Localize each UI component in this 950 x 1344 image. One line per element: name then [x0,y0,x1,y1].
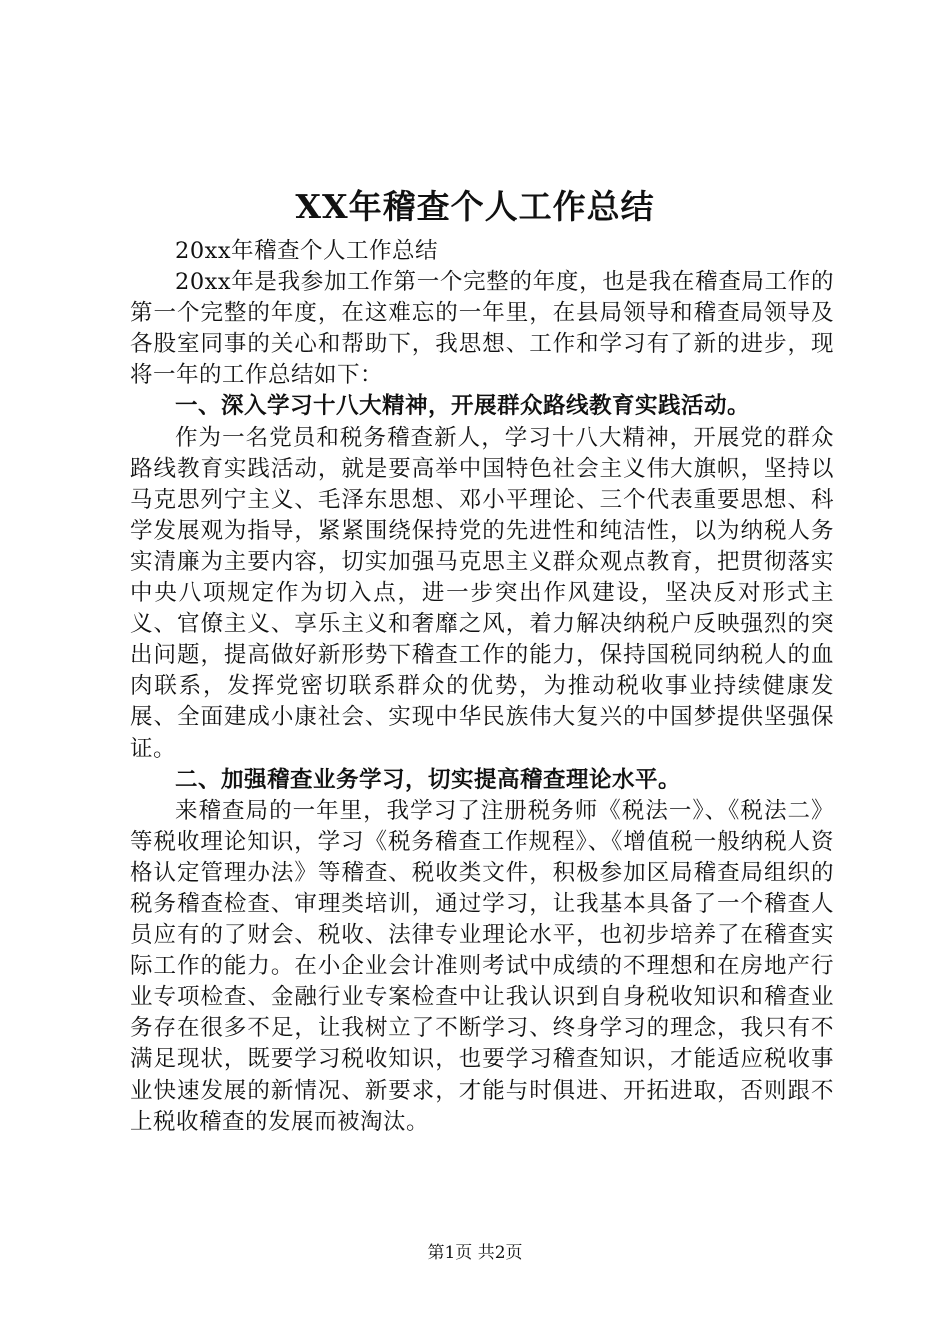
paragraph-intro: 20xx年是我参加工作第一个完整的年度，也是我在稽查局工作的第一个完整的年度，在这难忘的一年里，在县局领导和稽查局领导及各股室同事的关心和帮助下，我思想、工作和学习有了新的进步，现将一年的工作总结如下： [130,269,834,389]
section-heading-1: 一、深入学习十八大精神，开展群众路线教育实践活动。 [175,393,751,420]
paragraph-subtitle: 20xx年稽查个人工作总结 [175,238,439,264]
document-title: XX年稽查个人工作总结 [295,187,655,226]
page-footer: 第1页 共2页 [427,1243,523,1263]
paragraph-section-2: 来稽查局的一年里，我学习了注册税务师《税法一》、《税法二》等税收理论知识，学习《税务稽查工作规程》、《增值税一般纳税人资格认定管理办法》等稽查、税收类文件，积极参加区局稽查局组织的税务稽查检查、审理类培训，通过学习，让我基本具备了一个稽查人员应有的了财会、税收、法律专业理论水平，也初步培养了在稽查实际工作的能力。在小企业会计准则考试中成绩的不理想和在房地产行业专项检查、金融行业专案检查中让我认识到自身税收知识和稽查业务存在很多不足，让我树立了不断学习、终身学习的理念，我只有不满足现状，既要学习税收知识，也要学习稽查知识，才能适应税收事业快速发展的新情况、新要求，才能与时俱进、开拓进取，否则跟不上税收稽查的发展而被淘汰。 [130,797,834,1135]
section-heading-2: 二、加强稽查业务学习，切实提高稽查理论水平。 [175,766,682,793]
document-body [130,236,834,1138]
paragraph-section-1: 作为一名党员和税务稽查新人，学习十八大精神，开展党的群众路线教育实践活动，就是要高举中国特色社会主义伟大旗帜，坚持以马克思列宁主义、毛泽东思想、邓小平理论、三个代表重要思想、科学发展观为指导，紧紧围绕保持党的先进性和纯洁性，以为纳税人务实清廉为主要内容，切实加强马克思主义群众观点教育，把贯彻落实中央八项规定作为切入点，进一步突出作风建设，坚决反对形式主义、官僚主义、享乐主义和奢靡之风，着力解决纳税户反映强烈的突出问题，提高做好新形势下稽查工作的能力，保持国税同纳税人的血肉联系，发挥党密切联系群众的优势，为推动税收事业持续健康发展、全面建成小康社会、实现中华民族伟大复兴的中国梦提供坚强保证。 [130,424,834,762]
